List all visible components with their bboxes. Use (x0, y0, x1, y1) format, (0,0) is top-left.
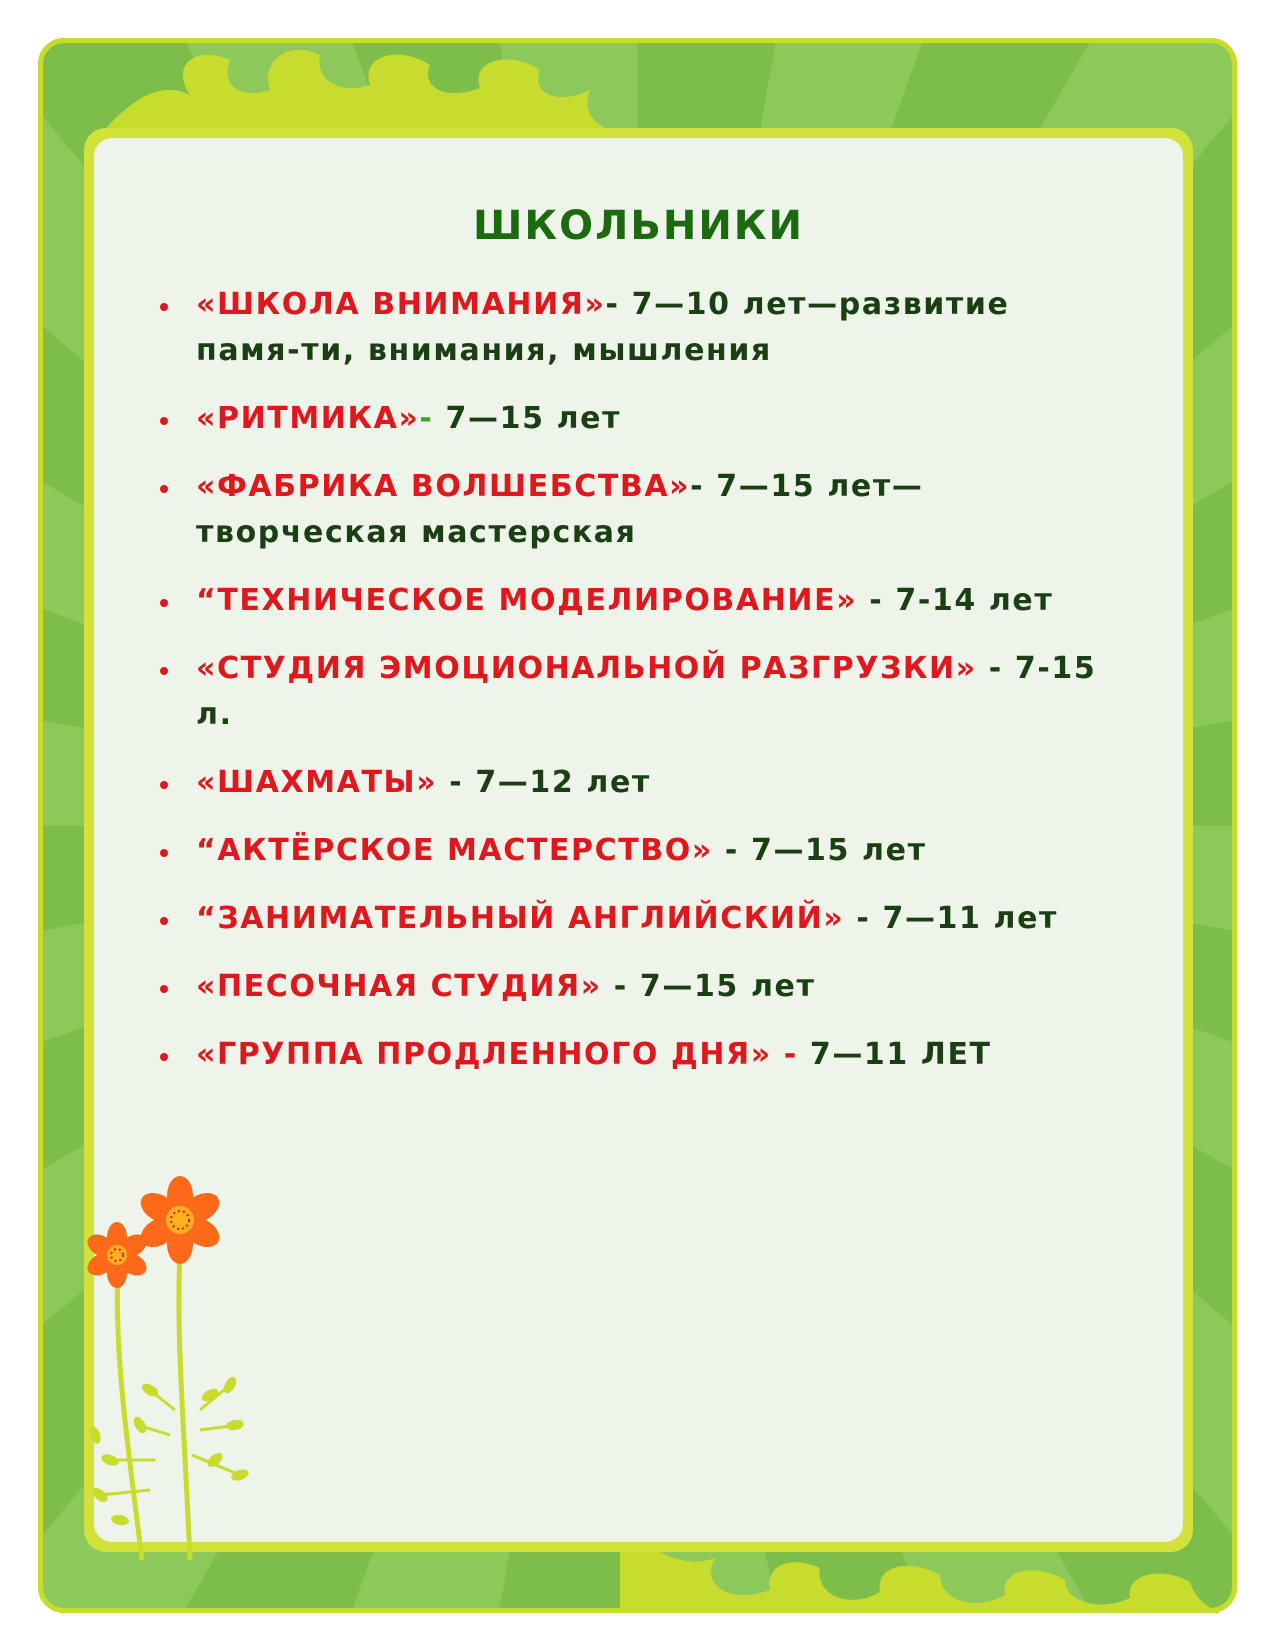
bullet-icon (160, 849, 168, 857)
list-item (160, 760, 1120, 806)
activity-details: - 7—15 лет—творческая мастерская (196, 469, 924, 550)
grass-top-decoration (100, 40, 620, 135)
list-item (160, 396, 1120, 442)
activity-details: - 7—15 лет (601, 969, 816, 1004)
page-title: ШКОЛЬНИКИ (473, 203, 804, 249)
activity-details: - 7-14 лет (857, 583, 1054, 618)
activity-name: «ШАХМАТЫ» (196, 765, 438, 800)
list-item (160, 464, 1120, 556)
activity-details: - 7-15 л. (196, 651, 1097, 732)
list-item (160, 896, 1120, 942)
activity-details: - 7—15 лет (712, 833, 927, 868)
activity-name: “ТЕХНИЧЕСКОЕ МОДЕЛИРОВАНИЕ» (196, 583, 858, 618)
list-item (160, 964, 1120, 1010)
bullet-icon (160, 1053, 168, 1061)
bullet-icon (160, 303, 168, 311)
activity-name: «РИТМИКА» (196, 401, 420, 436)
activity-details: - 7—12 лет (437, 765, 651, 800)
activity-name: «ФАБРИКА ВОЛШЕБСТВА» (196, 469, 691, 504)
flower-icon (135, 1176, 224, 1264)
activity-details: - 7—11 лет (844, 901, 1059, 936)
bullet-icon (160, 417, 168, 425)
flower-icon (83, 1222, 150, 1288)
list-item (160, 828, 1120, 874)
bullet-icon (160, 917, 168, 925)
list-item (160, 578, 1120, 624)
activity-name: «ГРУППА ПРОДЛЕННОГО ДНЯ» - (196, 1037, 798, 1072)
bullet-icon (160, 985, 168, 993)
activity-separator: - (419, 401, 434, 436)
bullet-icon (160, 485, 168, 493)
list-item (160, 282, 1120, 374)
list-item (160, 1032, 1120, 1078)
activity-name: “АКТЁРСКОЕ МАСТЕРСТВО» (196, 833, 713, 868)
activity-name: “ЗАНИМАТЕЛЬНЫЙ АНГЛИЙСКИЙ» (196, 901, 845, 936)
bullet-icon (160, 667, 168, 675)
flowers-decoration (80, 1160, 280, 1560)
activity-name: «ПЕСОЧНАЯ СТУДИЯ» (196, 969, 602, 1004)
list-item (160, 646, 1120, 738)
activity-details: - 7—10 лет—развитие памя-ти, внимания, мышления (196, 287, 1010, 368)
activity-details: 7—15 лет (433, 401, 622, 436)
bullet-icon (160, 599, 168, 607)
bullet-icon (160, 781, 168, 789)
stem-icon (179, 1250, 190, 1560)
activity-details: 7—11 ЛЕТ (797, 1037, 992, 1072)
activity-list (160, 282, 1120, 1100)
activity-name: «СТУДИЯ ЭМОЦИОНАЛЬНОЙ РАЗГРУЗКИ» (196, 651, 977, 686)
activity-name: «ШКОЛА ВНИМАНИЯ» (196, 287, 606, 322)
